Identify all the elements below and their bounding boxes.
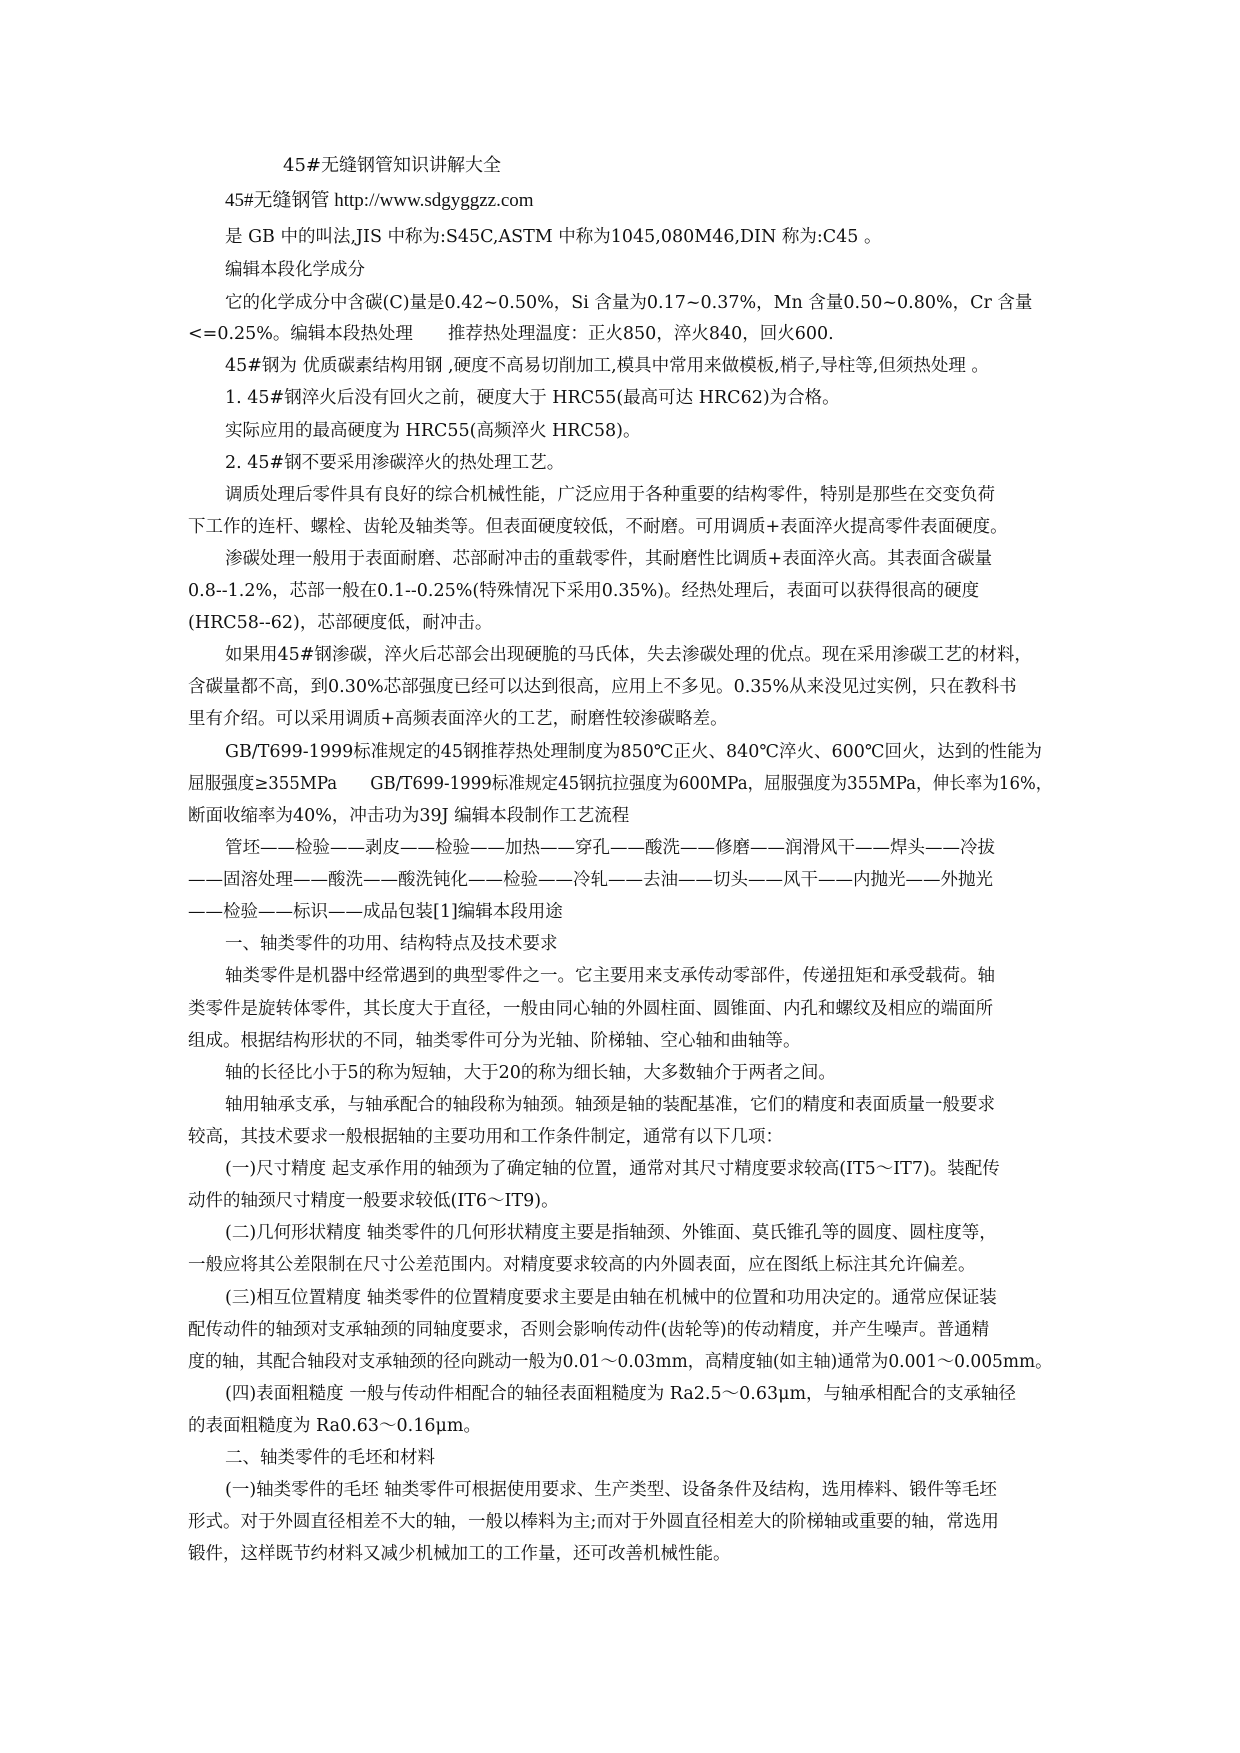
text-line: 是 GB 中的叫法,JIS 中称为:S45C,ASTM 中称为1045,080M46,DIN 称为:C45 。 xyxy=(225,227,882,247)
text-line: 0.8--1.2%，芯部一般在0.1--0.25%(特殊情况下采用0.35%)。经热处理后，表面可以获得很高的硬度 xyxy=(188,581,980,601)
text-line: 轴的长径比小于5的称为短轴，大于20的称为细长轴，大多数轴介于两者之间。 xyxy=(225,1063,836,1083)
text-line: 轴类零件是机器中经常遇到的典型零件之一。它主要用来支承传动零部件，传递扭矩和承受载荷。轴 xyxy=(225,966,995,986)
text-line: 2. 45#钢不要采用渗碳淬火的热处理工艺。 xyxy=(225,453,565,473)
text-line: 它的化学成分中含碳(C)量是0.42~0.50%，Si 含量为0.17~0.37%，Mn 含量0.50~0.80%，Cr 含量 xyxy=(225,293,1033,313)
text-line: 锻件，这样既节约材料又减少机械加工的工作量，还可改善机械性能。 xyxy=(188,1544,731,1564)
text-line: 一般应将其公差限制在尺寸公差范围内。对精度要求较高的内外圆表面，应在图纸上标注其允许偏差。 xyxy=(188,1255,976,1275)
text-line: ——固溶处理——酸洗——酸洗钝化——检验——冷轧——去油——切头——风干——内抛光——外抛光 xyxy=(188,870,993,890)
text-line: (HRC58--62)，芯部硬度低，耐冲击。 xyxy=(188,613,493,633)
text-line: 管坯——检验——剥皮——检验——加热——穿孔——酸洗——修磨——润滑风干——焊头——冷拔 xyxy=(225,838,995,858)
text-line: 断面收缩率为40%，冲击功为39J 编辑本段制作工艺流程 xyxy=(188,806,630,826)
text-line: (一)轴类零件的毛坯 轴类零件可根据使用要求、生产类型、设备条件及结构，选用棒料、锻件等毛坯 xyxy=(225,1480,997,1500)
text-line: 下工作的连杆、螺栓、齿轮及轴类等。但表面硬度较低，不耐磨。可用调质+表面淬火提高零件表面硬度。 xyxy=(188,517,1008,537)
text-line: GB/T699-1999标准规定的45钢推荐热处理制度为850℃正火、840℃淬火、600℃回火，达到的性能为 xyxy=(225,742,1042,762)
text-line: 类零件是旋转体零件，其长度大于直径，一般由同心轴的外圆柱面、圆锥面、内孔和螺纹及相应的端面所 xyxy=(188,999,993,1019)
text-line: ——检验——标识——成品包装[1]编辑本段用途 xyxy=(188,902,563,922)
text-line: 组成。根据结构形状的不同，轴类零件可分为光轴、阶梯轴、空心轴和曲轴等。 xyxy=(188,1031,801,1051)
document-title: 45#无缝钢管知识讲解大全 xyxy=(283,155,501,176)
text-line: 屈服强度≥355MPa GB/T699-1999标准规定45钢抗拉强度为600MPa，屈服强度为355MPa，伸长率为16%， xyxy=(188,774,1053,794)
text-line: 的表面粗糙度为 Ra0.63～0.16μm。 xyxy=(188,1416,481,1436)
text-line: 实际应用的最高硬度为 HRC55(高频淬火 HRC58)。 xyxy=(225,421,641,441)
text-line: 调质处理后零件具有良好的综合机械性能，广泛应用于各种重要的结构零件，特别是那些在交变负荷 xyxy=(225,485,995,505)
text-line: 45#无缝钢管 http://www.sdgyggzz.com xyxy=(225,190,534,211)
text-line: 轴用轴承支承，与轴承配合的轴段称为轴颈。轴颈是轴的装配基准，它们的精度和表面质量一般要求 xyxy=(225,1095,995,1115)
text-line: 45#钢为 优质碳素结构用钢 ,硬度不高易切削加工,模具中常用来做模板,梢子,导柱等,但须热处理 。 xyxy=(225,356,989,376)
text-line: 较高，其技术要求一般根据轴的主要功用和工作条件制定，通常有以下几项： xyxy=(188,1127,783,1147)
text-line: 配传动件的轴颈对支承轴颈的同轴度要求，否则会影响传动件(齿轮等)的传动精度，并产生噪声。普通精 xyxy=(188,1320,990,1340)
text-line: 形式。对于外圆直径相差不大的轴，一般以棒料为主;而对于外圆直径相差大的阶梯轴或重要的轴，常选用 xyxy=(188,1512,999,1532)
text-line: 含碳量都不高，到0.30%芯部强度已经可以达到很高，应用上不多见。0.35%从来没见过实例，只在教科书 xyxy=(188,677,1017,697)
text-line: 如果用45#钢渗碳，淬火后芯部会出现硬脆的马氏体，失去渗碳处理的优点。现在采用渗碳工艺的材料， xyxy=(225,645,1032,665)
section-heading: 二、轴类零件的毛坯和材料 xyxy=(225,1448,435,1468)
text-line: (三)相互位置精度 轴类零件的位置精度要求主要是由轴在机械中的位置和功用决定的。通常应保证装 xyxy=(225,1288,997,1308)
text-line: 1. 45#钢淬火后没有回火之前，硬度大于 HRC55(最高可达 HRC62)为合格。 xyxy=(225,388,840,408)
text-line: 渗碳处理一般用于表面耐磨、芯部耐冲击的重载零件，其耐磨性比调质+表面淬火高。其表面含碳量 xyxy=(225,549,993,569)
text-line: 编辑本段化学成分 xyxy=(225,260,365,280)
text-line: (二)几何形状精度 轴类零件的几何形状精度主要是指轴颈、外锥面、莫氏锥孔等的圆度、圆柱度等， xyxy=(225,1223,997,1243)
section-heading: 一、轴类零件的功用、结构特点及技术要求 xyxy=(225,934,558,954)
text-line: 度的轴，其配合轴段对支承轴颈的径向跳动一般为0.01～0.03mm，高精度轴(如主轴)通常为0.001～0.005mm。 xyxy=(188,1352,1053,1372)
text-line: (一)尺寸精度 起支承作用的轴颈为了确定轴的位置，通常对其尺寸精度要求较高(IT5～IT7)。装配传 xyxy=(225,1159,1000,1179)
text-line: 里有介绍。可以采用调质+高频表面淬火的工艺，耐磨性较渗碳略差。 xyxy=(188,709,728,729)
text-line: (四)表面粗糙度 一般与传动件相配合的轴径表面粗糙度为 Ra2.5～0.63μm，与轴承相配合的支承轴径 xyxy=(225,1384,1017,1404)
text-line: 动件的轴颈尺寸精度一般要求较低(IT6～IT9)。 xyxy=(188,1191,559,1211)
text-line: <=0.25%。编辑本段热处理 推荐热处理温度：正火850，淬火840，回火600. xyxy=(188,324,834,344)
